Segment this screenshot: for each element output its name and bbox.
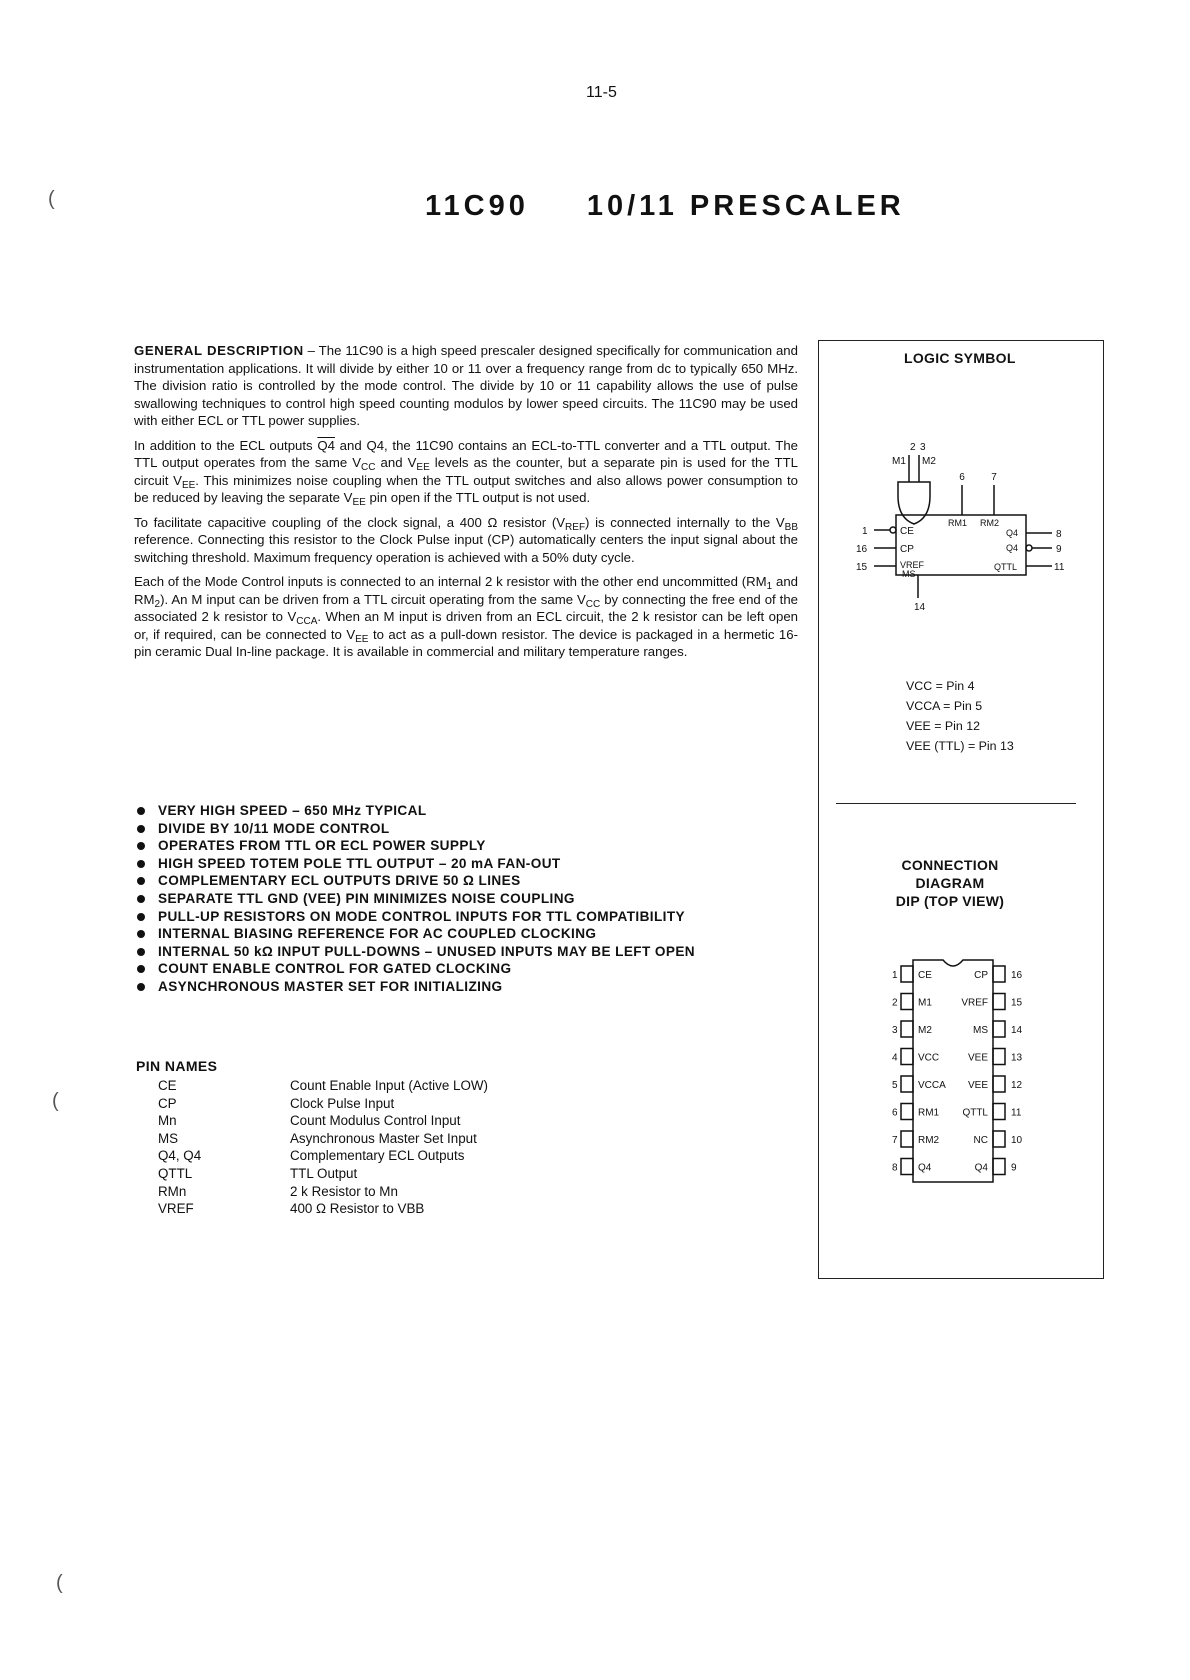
table-row: [158, 1130, 488, 1148]
pin-symbol: CP: [158, 1095, 177, 1111]
dip-pin-label: VEE: [967, 1052, 988, 1064]
pin-description: Count Enable Input (Active LOW): [290, 1078, 488, 1093]
feature-item: COMPLEMENTARY ECL OUTPUTS DRIVE 50 Ω LINES: [134, 872, 814, 890]
margin-bracket: (: [52, 1090, 59, 1112]
margin-bracket: (: [48, 188, 55, 210]
dip-pin: [993, 1049, 1005, 1065]
dip-pin-label: Q4: [974, 1162, 988, 1174]
q4-label: Q4: [1006, 543, 1019, 553]
dip-pin: [901, 994, 913, 1010]
dip-pin-label: CE: [918, 970, 932, 981]
m2-label: M2: [922, 456, 936, 467]
dip-pin: [993, 1159, 1005, 1175]
pin-number: 8: [1056, 529, 1062, 540]
page-number: 11-5: [586, 84, 617, 101]
dip-pin-number: 1: [892, 970, 898, 981]
q4bar-label: Q4: [1006, 528, 1019, 538]
feature-item: SEPARATE TTL GND (VEE) PIN MINIMIZES NOISE COUPLING: [134, 890, 814, 908]
dip-pin: [901, 1104, 913, 1120]
ce-label: CE: [900, 526, 914, 537]
pin-description: Complementary ECL Outputs: [290, 1148, 465, 1164]
dip-pin-label: QTTL: [962, 1107, 988, 1119]
nor-gate-shape: [898, 482, 930, 524]
dip-pin-label: MS: [973, 1025, 988, 1036]
pin-symbol: VREF: [158, 1201, 194, 1217]
dip-pin-number: 12: [1011, 1080, 1023, 1091]
qttl-label: QTTL: [994, 562, 1018, 572]
pin-description: Asynchronous Master Set Input: [290, 1130, 477, 1146]
dip-pin: [993, 1104, 1005, 1120]
power-pin-note: VCC = Pin 4: [906, 679, 975, 693]
dip-pin-label: CP: [974, 970, 988, 981]
dip-pin: [993, 1131, 1005, 1147]
dip-pin-number: 15: [1011, 997, 1023, 1009]
dip-pin: [993, 1076, 1005, 1092]
power-pin-notes: [906, 676, 1014, 756]
table-row: [158, 1112, 488, 1130]
dip-pin-number: 3: [892, 1025, 898, 1036]
dip-pin-number: 5: [892, 1080, 898, 1091]
dip-pin-label: RM1: [918, 1107, 940, 1119]
pin-number: 1: [862, 526, 868, 537]
dip-pin-number: 8: [892, 1162, 898, 1174]
pin-number: 7: [991, 472, 997, 483]
pin-number: 3: [920, 442, 926, 453]
dip-pin-number: 10: [1011, 1135, 1023, 1146]
dip-pin-number: 16: [1011, 970, 1023, 981]
cp-label: CP: [900, 544, 914, 555]
dip-pin-label: VCCA: [918, 1080, 946, 1091]
dip-pin-number: 4: [892, 1052, 898, 1064]
general-description: [134, 342, 798, 668]
feature-item: DIVIDE BY 10/11 MODE CONTROL: [134, 820, 814, 838]
dip-pin-label: M1: [918, 997, 932, 1009]
dip-package-diagram: [868, 950, 1058, 1190]
dip-pin-label: Q4: [918, 1162, 932, 1174]
logic-symbol-diagram: [818, 430, 1102, 660]
dip-pin-label: VREF: [961, 997, 988, 1009]
pin-number: 2: [910, 442, 916, 453]
page-title: [425, 190, 905, 223]
pin-names-heading: PIN NAMES: [136, 1058, 218, 1074]
dip-pin-number: 2: [892, 997, 898, 1009]
dip-pin-number: 9: [1011, 1162, 1017, 1174]
dip-pin-label: VEE: [967, 1080, 988, 1091]
power-pin-note: VCCA = Pin 5: [906, 699, 983, 713]
inversion-bubble: [890, 527, 896, 533]
dip-pin: [901, 1076, 913, 1092]
ms-label: MS: [902, 569, 916, 579]
pin-symbol: CE: [158, 1078, 177, 1093]
pin-number: 15: [856, 562, 868, 573]
feature-item: OPERATES FROM TTL OR ECL POWER SUPPLY: [134, 837, 814, 855]
dip-pin-label: M2: [918, 1025, 932, 1036]
pin-number: 6: [959, 472, 965, 483]
pin-number: 14: [914, 602, 926, 613]
dip-pin: [993, 994, 1005, 1010]
pin-description: 2 k Resistor to Mn: [290, 1183, 398, 1199]
feature-item: INTERNAL BIASING REFERENCE FOR AC COUPLED CLOCKING: [134, 925, 814, 943]
dip-pin: [993, 1021, 1005, 1037]
dip-pin: [901, 1021, 913, 1037]
pin-description: TTL Output: [290, 1165, 358, 1181]
pin-names-table: [158, 1077, 488, 1218]
dip-pin-number: 13: [1011, 1052, 1023, 1064]
dip-pin-number: 14: [1011, 1025, 1023, 1036]
pin-symbol: Q4, Q4: [158, 1148, 202, 1164]
dip-body: [913, 960, 993, 1182]
table-row: [158, 1147, 488, 1165]
dip-pin-label: VCC: [918, 1052, 940, 1064]
description-paragraph: To facilitate capacitive coupling of the clock signal, a 400 Ω resistor $(V_{REF})$ is connected internally to the $V_{BB}$ reference. Connecting this resistor to the Clock Pulse input (CP) automatically centers the input signal about the switching threshold. Maximum frequency operation is achieved with a 50% duty cycle.: [134, 514, 798, 565]
pin-symbol: MS: [158, 1130, 179, 1146]
dip-pin: [901, 1049, 913, 1065]
margin-bracket: (: [56, 1572, 63, 1594]
feature-item: COUNT ENABLE CONTROL FOR GATED CLOCKING: [134, 960, 814, 978]
table-row: [158, 1077, 488, 1095]
feature-item: HIGH SPEED TOTEM POLE TTL OUTPUT – 20 mA FAN-OUT: [134, 855, 814, 873]
dip-pin: [901, 966, 913, 982]
inversion-bubble: [1026, 545, 1032, 551]
feature-item: VERY HIGH SPEED – 650 MHz TYPICAL: [134, 802, 814, 820]
connection-diagram-title: CONNECTION DIAGRAM DIP (TOP VIEW): [895, 857, 1005, 909]
table-row: [158, 1095, 488, 1113]
description-paragraph: Each of the Mode Control inputs is connected to an internal 2 k resistor with the other end uncommitted ($RM_1$ and $RM_2$). An M input can be driven from a TTL circuit operating from the same $V_{CC}$ by connecting the free end of the associated 2 k resistor to $V_{CCA}$. When an M input is driven from an ECL circuit, the 2 k resistor can be left open or, if required, can be connected to $V_{EE}$ to act as a pull-down resistor. The device is packaged in a hermetic 16-pin ceramic Dual In-line package. It is available in commercial and military temperature ranges.: [134, 574, 798, 659]
description-paragraph: GENERAL DESCRIPTION – The 11C90 is a high speed prescaler designed specifically for communication and instrumentation applications. It will divide by either 10 or 11 over a frequency range from dc to typically 650 MHz. The division ratio is controlled by the mode control. The divide by 10 or 11 capability allows the use of pulse swallowing techniques to control high speed counting modulos by lower speed circuits. The 11C90 may be used with either ECL or TTL power supplies.: [134, 343, 798, 428]
rm2-label: RM2: [980, 518, 1000, 528]
part-name: 10/11 PRESCALER: [586, 190, 905, 222]
part-number: 11C90: [425, 190, 529, 222]
vref-label: VREF: [900, 560, 925, 570]
dip-pin: [993, 966, 1005, 982]
description-lead: GENERAL DESCRIPTION: [134, 343, 304, 358]
power-pin-note: VEE = Pin 12: [906, 719, 981, 733]
dip-pin-number: 11: [1011, 1107, 1022, 1119]
dip-pin-number: 6: [892, 1107, 898, 1119]
table-row: [158, 1200, 488, 1218]
pin-number: 11: [1054, 562, 1065, 573]
pin-number: 9: [1056, 544, 1062, 555]
description-paragraph: In addition to the ECL outputs Q4 and Q4, the 11C90 contains an ECL-to-TTL converter and a TTL output. The TTL output operates from the same $V_{CC}$ and $V_{EE}$ levels as the counter, but a separate pin is used for the TTL circuit $V_{EE}$. This minimizes noise coupling when the TTL output switches and also allows power consumption to be reduced by leaving the separate $V_{EE}$ pin open if the TTL output is not used.: [134, 437, 798, 508]
dip-pin: [901, 1159, 913, 1175]
pin-description: Clock Pulse Input: [290, 1095, 395, 1111]
panel-divider: [836, 803, 1076, 804]
rm1-label: RM1: [948, 518, 968, 528]
power-pin-note: VEE (TTL) = Pin 13: [906, 739, 1014, 753]
logic-symbol-title: LOGIC SYMBOL: [904, 350, 1016, 366]
pin-description: 400 Ω Resistor to VBB: [290, 1201, 425, 1217]
m1-label: M1: [892, 456, 906, 467]
table-row: [158, 1183, 488, 1201]
dip-pin-number: 7: [892, 1135, 898, 1146]
dip-pin-label: NC: [973, 1135, 988, 1146]
feature-list: [134, 802, 814, 996]
feature-item: ASYNCHRONOUS MASTER SET FOR INITIALIZING: [134, 978, 814, 996]
dip-pin: [901, 1131, 913, 1147]
dip-pin-label: RM2: [918, 1135, 940, 1146]
table-row: [158, 1165, 488, 1183]
pin-description: Count Modulus Control Input: [290, 1113, 461, 1129]
pin-symbol: Mn: [158, 1113, 177, 1129]
pin-number: 16: [856, 544, 868, 555]
pin-symbol: RMn: [158, 1183, 187, 1199]
feature-item: INTERNAL 50 kΩ INPUT PULL-DOWNS – UNUSED INPUTS MAY BE LEFT OPEN: [134, 943, 814, 961]
feature-item: PULL-UP RESISTORS ON MODE CONTROL INPUTS FOR TTL COMPATIBILITY: [134, 908, 814, 926]
pin-symbol: QTTL: [158, 1165, 193, 1181]
